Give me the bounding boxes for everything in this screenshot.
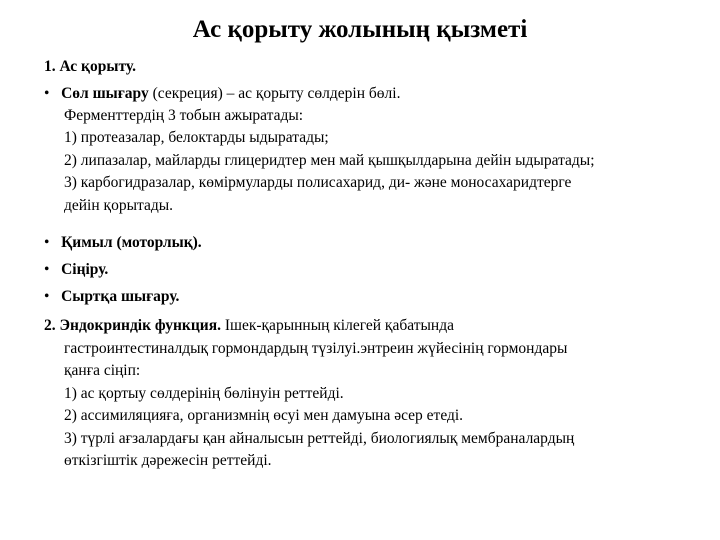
section-1-number: 1. <box>44 58 56 75</box>
bullet-marker: • <box>44 288 50 305</box>
bullet-secretion <box>44 84 400 104</box>
bullet-motor <box>44 233 202 253</box>
secretion-term: Сөл шығару <box>61 85 149 102</box>
secretion-line: дейін қорытады. <box>64 197 173 214</box>
section-2-heading <box>44 316 454 336</box>
section-2-heading-text: Эндокриндік функция. <box>59 317 221 334</box>
bullet-marker: • <box>44 261 50 278</box>
section-1-heading-text: Ас қорыту. <box>59 58 136 75</box>
bullet-text: Сіңіру. <box>61 261 109 278</box>
section-2-line: қанға сіңіп: <box>64 362 141 379</box>
secretion-line: Ферменттердің 3 тобын ажыратады: <box>64 107 304 124</box>
section-2-line: 2) ассимиляцияға, организмнің өсуі мен дамуына әсер етеді. <box>64 407 464 424</box>
secretion-line: 2) липазалар, майларды глицеридтер мен май қышқылдарына дейін ыдыратады; <box>64 152 595 169</box>
secretion-line: 3) карбогидразалар, көмірмуларды полисахарид, ди- және моносахаридтерге <box>64 174 572 191</box>
bullet-excretion <box>44 287 179 307</box>
section-2-line: 3) түрлі ағзалардағы қан айналысын реттейді, биологиялық мембраналардың <box>64 430 575 447</box>
section-2-line: гастроинтестиналдық гормондардың түзілуі.энтреин жүйесінің гормондары <box>64 340 568 357</box>
section-1-heading <box>44 57 136 77</box>
slide-title: Ас қорыту жолының қызметі <box>192 16 528 43</box>
bullet-text: Қимыл (моторлық). <box>61 234 202 251</box>
section-2-number: 2. <box>44 317 56 334</box>
bullet-absorption <box>44 260 108 280</box>
secretion-line: 1) протеазалар, белоктарды ыдыратады; <box>64 129 329 146</box>
section-2-text: Ішек-қарынның кілегей қабатында <box>220 317 454 334</box>
bullet-text: Сыртқа шығару. <box>61 288 180 305</box>
secretion-text: (секреция) – ас қорыту сөлдерін бөлі. <box>148 85 401 102</box>
bullet-marker: • <box>44 234 50 251</box>
section-2-line: 1) ас қортыу сөлдерінің бөлінуін реттейді. <box>64 385 344 402</box>
section-2-line: өткізгіштік дәрежесін реттейді. <box>64 452 272 469</box>
bullet-marker: • <box>44 85 50 102</box>
